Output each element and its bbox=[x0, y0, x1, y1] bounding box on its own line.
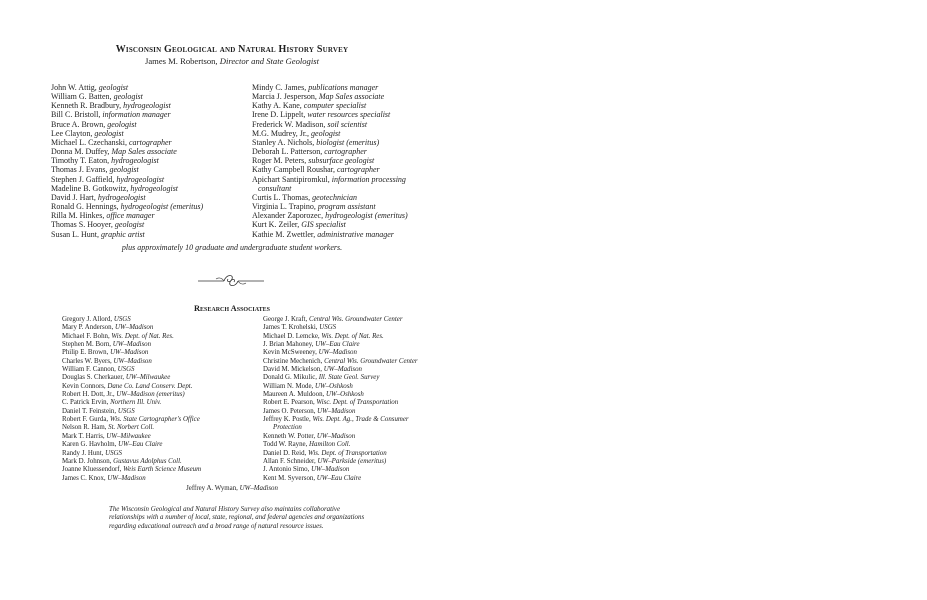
footnote-line: The Wisconsin Geological and Natural History Survey also maintains collaborative bbox=[109, 506, 341, 513]
list-item: Stanley A. Nichols, biologist (emeritus) bbox=[252, 137, 380, 147]
list-item: Bruce A. Brown, geologist bbox=[51, 119, 137, 129]
associates-list-right bbox=[263, 316, 438, 483]
list-item: Kurt K. Zeiler, GIS specialist bbox=[252, 220, 346, 230]
list-item: Thomas S. Hooyer, geologist bbox=[51, 220, 145, 230]
list-item: Alexander Zaporozec, hydrogeologist (emeritus) bbox=[252, 211, 408, 221]
list-item: Irene D. Lippelt, water resources specialist bbox=[252, 110, 391, 120]
director-line bbox=[50, 56, 414, 66]
list-item: Charles W. Byers, UW–Madison bbox=[62, 357, 152, 365]
list-item: Stephen M. Born, UW–Madison bbox=[62, 341, 152, 349]
collaboration-footnote bbox=[109, 506, 399, 531]
list-item: Nelson R. Ham, St. Norbert Coll. bbox=[62, 424, 155, 432]
list-item: consultant bbox=[258, 183, 292, 193]
list-item: Donna M. Duffey, Map Sales associate bbox=[51, 147, 177, 157]
list-item: Jeffrey K. Postle, Wis. Dept. Ag., Trade & Consumer bbox=[263, 416, 409, 424]
list-item: James T. Krohelski, USGS bbox=[263, 324, 337, 332]
survey-title: Wisconsin Geological and Natural History Survey bbox=[115, 44, 349, 55]
list-item: Gregory J. Allord, USGS bbox=[62, 316, 131, 323]
list-item: Christine Mechenich, Central Wis. Groundwater Center bbox=[263, 357, 418, 365]
list-item: Timothy T. Eaton, hydrogeologist bbox=[51, 156, 159, 166]
list-item: Maureen A. Muldoon, UW–Oshkosh bbox=[263, 391, 364, 399]
list-item: Mark T. Harris, UW–Milwaukee bbox=[62, 432, 151, 440]
list-item: Curtis L. Thomas, geotechnician bbox=[252, 192, 357, 202]
list-item: Robert H. Dott, Jr., UW–Madison (emeritus) bbox=[62, 391, 185, 399]
list-item: Mary P. Anderson, UW–Madison bbox=[62, 324, 154, 332]
director-role: Director and State Geologist bbox=[219, 56, 319, 66]
list-item: David J. Hart, hydrogeologist bbox=[51, 192, 146, 202]
list-item: Kathy A. Kane, computer specialist bbox=[252, 101, 367, 111]
list-item: George J. Kraft, Central Wis. Groundwater Center bbox=[263, 316, 403, 323]
list-item: Kenneth W. Potter, UW–Madison bbox=[263, 432, 356, 440]
list-item: Kevin McSweeney, UW–Madison bbox=[263, 349, 357, 357]
list-item: Thomas J. Evans, geologist bbox=[51, 165, 139, 175]
list-item: Joanne Kluessendorf, Weis Earth Science Museum bbox=[62, 466, 202, 474]
list-item: Michael D. Lemcke, Wis. Dept. of Nat. Res. bbox=[263, 332, 384, 340]
list-item: Marcia J. Jesperson, Map Sales associate bbox=[252, 92, 385, 102]
list-item: Susan L. Hunt, graphic artist bbox=[51, 229, 145, 239]
list-item: Roger M. Peters, subsurface geologist bbox=[252, 156, 375, 166]
list-item: James O. Peterson, UW–Madison bbox=[263, 407, 356, 415]
list-item: Philip E. Brown, UW–Madison bbox=[62, 349, 149, 357]
list-item: Allan F. Schneider, UW–Parkside (emeritus) bbox=[263, 457, 387, 465]
list-item: Kevin Connors, Dane Co. Land Conserv. Dept. bbox=[62, 382, 193, 390]
list-item: Daniel D. Reid, Wis. Dept. of Transportation bbox=[263, 449, 387, 457]
list-item: Apichart Santipiromkul, information processing bbox=[252, 174, 406, 184]
list-item: Bill C. Bristoll, information manager bbox=[51, 110, 171, 120]
list-item: John W. Attig, geologist bbox=[51, 83, 129, 92]
list-item: Kenneth R. Bradbury, hydrogeologist bbox=[51, 101, 171, 111]
associates-list-left bbox=[62, 316, 262, 483]
director-name: James M. Robertson, bbox=[145, 56, 218, 66]
list-item: Kathie M. Zwettler, administrative manager bbox=[252, 229, 394, 239]
footnote-line: relationships with a number of local, state, regional, and federal agencies and organizations bbox=[109, 514, 365, 522]
list-item: Michael L. Czechanski, cartographer bbox=[51, 137, 172, 147]
research-associates-heading: Research Associates bbox=[194, 304, 270, 313]
list-item: William F. Cannon, USGS bbox=[62, 366, 135, 374]
list-item: J. Brian Mahoney, UW–Eau Claire bbox=[263, 341, 360, 349]
list-item: Kathy Campbell Roushar, cartographer bbox=[252, 165, 380, 175]
list-item: Protection bbox=[273, 424, 302, 432]
list-item: Donald G. Mikulic, Ill. State Geol. Survey bbox=[263, 374, 380, 382]
list-item: Deborah L. Patterson, cartographer bbox=[252, 147, 367, 157]
list-item: C. Patrick Ervin, Northern Ill. Univ. bbox=[62, 399, 162, 407]
list-item: David M. Mickelson, UW–Madison bbox=[263, 366, 362, 374]
list-item: Mindy C. James, publications manager bbox=[252, 83, 379, 92]
list-item: Douglas S. Cherkauer, UW–Milwaukee bbox=[62, 374, 171, 382]
list-item: Frederick W. Madison, soil scientist bbox=[252, 119, 368, 129]
list-item: Ronald G. Hennings, hydrogeologist (emeritus) bbox=[51, 202, 204, 212]
list-item: Randy J. Hunt, USGS bbox=[62, 449, 122, 457]
list-item: Todd W. Rayne, Hamilton Coll. bbox=[263, 441, 351, 449]
list-item: Virginia L. Trapino, program assistant bbox=[252, 202, 376, 212]
list-item: James C. Knox, UW–Madison bbox=[62, 474, 146, 482]
list-item: Robert E. Pearson, Wisc. Dept. of Transportation bbox=[263, 399, 399, 407]
list-item: Lee Clayton, geologist bbox=[51, 128, 124, 138]
list-item: J. Antonio Simo, UW–Madison bbox=[263, 466, 350, 474]
associate-centered-entry: Jeffrey A. Wyman, UW–Madison bbox=[186, 485, 278, 492]
flourish-divider-icon bbox=[196, 270, 266, 290]
list-item: Rilla M. Hinkes, office manager bbox=[51, 211, 155, 221]
list-item: Karen G. Havholm, UW–Eau Claire bbox=[62, 441, 163, 449]
list-item: Stephen J. Gaffield, hydrogeologist bbox=[51, 174, 165, 184]
list-item: Michael F. Bohn, Wis. Dept. of Nat. Res. bbox=[62, 332, 174, 340]
list-item: Madeline B. Gotkowitz, hydrogeologist bbox=[51, 183, 179, 193]
student-workers-note: plus approximately 10 graduate and undergraduate student workers. bbox=[121, 243, 343, 252]
list-item: William G. Batten, geologist bbox=[51, 92, 143, 102]
list-item: Robert F. Gurda, Wis. State Cartographer's Office bbox=[62, 416, 200, 424]
list-item: M.G. Mudrey, Jr., geologist bbox=[252, 128, 341, 138]
list-item: Kent M. Syverson, UW–Eau Claire bbox=[263, 474, 362, 482]
staff-list-left bbox=[51, 83, 251, 239]
staff-list-right bbox=[252, 83, 427, 239]
list-item: Daniel T. Feinstein, USGS bbox=[62, 407, 135, 415]
list-item: Mark D. Johnson, Gustavus Adolphus Coll. bbox=[62, 457, 182, 465]
footnote-line: regarding educational outreach and a broad range of natural resource issues. bbox=[109, 522, 324, 530]
list-item: William N. Mode, UW–Oshkosh bbox=[263, 382, 353, 390]
